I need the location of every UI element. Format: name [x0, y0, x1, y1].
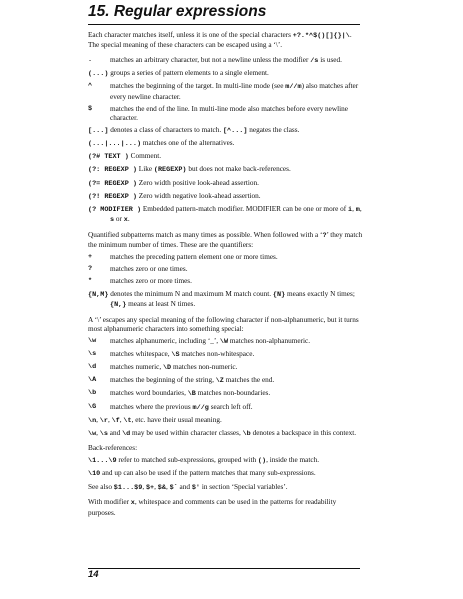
- entry-nm: {N,M} denotes the minimum N and maximum M match count. {N} means exactly N times; {N,} means at least N times.: [88, 289, 355, 309]
- closing-paragraph: With modifier x, whitespace and comments can be used in the patterns for readability purposes.: [88, 498, 337, 517]
- quantifier-intro: Quantified subpatterns match as many times as possible. When followed with a ‘?’ they match the minimum number of times. These are the quantifiers:: [88, 230, 363, 250]
- entry-inclass: \w, \s and \d may be used within character classes, \b denotes a backspace in this context.: [88, 428, 357, 438]
- escapes-intro: A ‘\’ escapes any special meaning of the following character if non-alphanumeric, but it turns most alphanumeric characters into something special:: [88, 315, 359, 333]
- entry-poslook: (?= REGEXP ) Zero width positive look-ahead assertion.: [88, 178, 259, 188]
- header-rule: [88, 24, 360, 25]
- entry-star: * matches zero or more times.: [88, 277, 192, 286]
- entry-alternatives: (...|...|...) matches one of the alternatives.: [88, 139, 235, 149]
- entry-caret: ^ matches the beginning of the target. In multi-line mode (see m//m) also matches after every newline character.: [88, 82, 359, 101]
- page-title: 15. Regular expressions: [88, 3, 267, 20]
- backrefs-line-2: \10 and up can also be used if the pattern matches that many sub-expressions.: [88, 469, 316, 479]
- backrefs-heading: Back-references:: [88, 444, 138, 453]
- entry-group: (...) groups a series of pattern elements to a single element.: [88, 69, 269, 79]
- entry-s: \s matches whitespace, \S matches non-whitespace.: [88, 350, 255, 360]
- entry-dollar: $ matches the end of the line. In multi-line mode also matches before every newline character.: [88, 104, 348, 123]
- backrefs-line-1: \1...\9 refer to matched sub-expressions, grouped with (), inside the match.: [88, 456, 320, 466]
- entry-comment: (?# TEXT ) Comment.: [88, 152, 162, 162]
- entry-b: \b matches word boundaries, \B matches non-boundaries.: [88, 389, 271, 399]
- entry-usual: \n, \r, \f, \t, etc. have their usual meaning.: [88, 415, 222, 425]
- entry-noref: (?: REGEXP ) Like (REGEXP) but does not make back-references.: [88, 165, 291, 175]
- entry-class: [...] denotes a class of characters to match. [^...] negates the class.: [88, 126, 300, 136]
- backrefs-line-3: See also $1...$9, $+, $&, $` and $' in section ‘Special variables’.: [88, 482, 288, 492]
- entry-A: \A matches the beginning of the string, \Z matches the end.: [88, 376, 275, 386]
- entry-G: \G matches where the previous m//g search left off.: [88, 402, 253, 412]
- entry-qmark: ? matches zero or one times.: [88, 265, 188, 274]
- entry-dot: . matches an arbitrary character, but not a newline unless the modifier /s is used.: [88, 56, 342, 65]
- footer-rule: [88, 568, 360, 569]
- entry-w: \w matches alphanumeric, including ‘_’, \W matches non-alphanumeric.: [88, 337, 311, 347]
- page-body: [88, 31, 364, 521]
- entry-d: \d matches numeric, \D matches non-numeric.: [88, 363, 238, 373]
- entry-plus: + matches the preceding pattern element one or more times.: [88, 253, 278, 262]
- page-number: 14: [88, 569, 99, 580]
- intro-paragraph: Each character matches itself, unless it is one of the special characters +?.*^$()[]{}|\. The special meaning of these characters can be escaped using a ‘\’.: [88, 31, 352, 50]
- entry-neglook: (?! REGEXP ) Zero width negative look-ahead assertion.: [88, 191, 261, 201]
- entry-modifier: (? MODIFIER ) Embedded pattern-match modifier. MODIFIER can be one or more of i, m, s or x.: [88, 204, 362, 225]
